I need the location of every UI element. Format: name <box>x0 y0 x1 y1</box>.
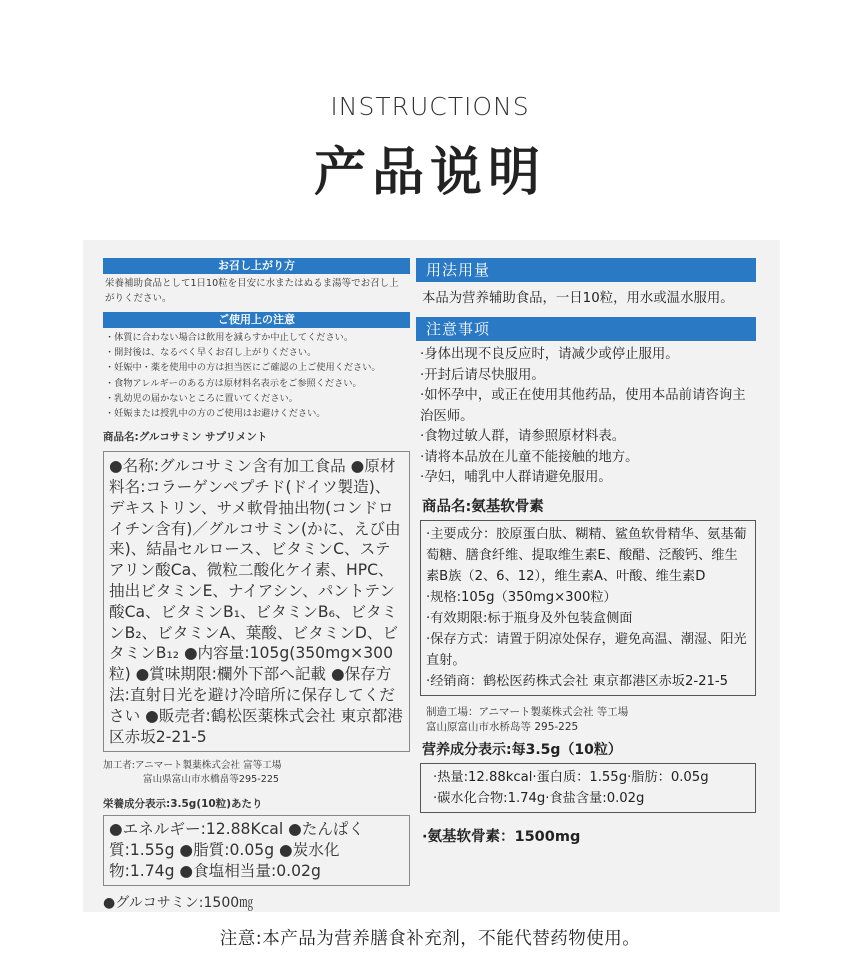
list-item: ·主要成分：胶原蛋白肽、糊精、鲨鱼软骨精华、氨基葡萄糖、膳食纤维、提取维生素E、酸醋、泛酸钙、维生素B族（2、6、12），维生素A、叶酸、维生素D <box>426 526 747 584</box>
cn-nutrition-title: 营养成分表示:每3.5g（10粒） <box>422 741 622 758</box>
jp-product-name: 商品名:グルコサミン サプリメント <box>103 431 268 444</box>
chinese-column <box>416 258 756 846</box>
jp-caution-title: ご使用上の注意 <box>103 312 410 328</box>
list-item: ・食物アレルギーのある方は原材料名表示をご参照ください。 <box>105 377 362 389</box>
cn-maker <box>416 705 756 735</box>
jp-maker <box>103 759 410 787</box>
list-item: ·如怀孕中，或正在使用其他药品，使用本品前请咨询主治医师。 <box>420 388 746 424</box>
footer-note: 注意:本产品为营养膳食补充剂，不能代替药物使用。 <box>219 929 641 949</box>
cn-caution-list <box>416 341 756 489</box>
cn-usage-title: 用法用量 <box>416 258 756 282</box>
cn-product-name: 商品名:氨基软骨素 <box>422 498 544 515</box>
cn-nutrition-box <box>420 763 756 813</box>
list-item: ·规格:105g（350mg×300粒） <box>426 589 617 605</box>
japanese-column <box>103 258 410 912</box>
list-item: ·热量:12.88kcal·蛋白质：1.55g·脂肪：0.05g <box>433 769 709 785</box>
cn-detail-box <box>420 520 756 696</box>
list-item: ・乳幼児の届かないところに置いてください。 <box>105 392 298 404</box>
cn-glucosamine: ·氨基软骨素：1500mg <box>422 828 581 845</box>
list-item: ·开封后请尽快服用。 <box>420 367 545 383</box>
jp-usage-title: お召し上がり方 <box>103 258 410 274</box>
list-item: ·经销商：鹤松医药株式会社 東京都港区赤坂2-21-5 <box>426 673 729 689</box>
cn-maker-line2: 富山原富山市水桥岛等 295-225 <box>426 720 579 733</box>
list-item: ・妊娠中・薬を使用中の方は担当医にご確認の上ご使用ください。 <box>105 362 381 374</box>
list-item: ・妊娠または授乳中の方のご使用はお避けください。 <box>105 408 326 420</box>
jp-detail-box: ●名称:グルコサミン含有加工食品 ●原材料名:コラーゲンペプチド(ドイツ製造)、デキストリン、サメ軟骨抽出物(コンドロイチン含有)／グルコサミン(かに、えび由来)、結晶セルロース、ビタミンC、ステアリン酸Ca、微粒二酸化ケイ素、HPC、抽出ビタミンE、ナイアシン、パントテン酸Ca、ビタミンB₁、ビタミンB₆、ビタミンB₂、ビタミンA、葉酸、ビタミンD、ビタミンB₁₂ ●内容量:105g(350mg×300粒) ●賞味期限:欄外下部へ記載 ●保存方法:直射日光を避け冷暗所に保存してください ●販売者:鶴松医薬株式会社 東京都港区赤坂2-21-5 <box>103 451 410 752</box>
list-item: ·请将本品放在儿童不能接触的地方。 <box>420 449 639 465</box>
cn-usage-text: 本品为营养辅助食品，一日10粒，用水或温水服用。 <box>422 291 734 306</box>
jp-usage-text: 栄養補助食品として1日10粒を目安に水またはぬるま湯等でお召し上がりください。 <box>105 278 399 304</box>
list-item: ·碳水化合物:1.74g·食盐含量:0.02g <box>433 790 645 806</box>
list-item: ・体質に合わない場合は飲用を減らすか中止してください。 <box>105 332 354 343</box>
title-english: INSTRUCTIONS <box>330 92 530 121</box>
jp-nutrition-box: ●エネルギー:12.88Kcal ●たんぱく質:1.55g ●脂質:0.05g ●炭水化物:1.74g ●食塩相当量:0.02g <box>103 815 410 885</box>
page-header <box>0 0 860 240</box>
jp-maker-line1: 加工者:アニマート製薬株式会社 富等工場 <box>103 760 282 772</box>
list-item: ·保存方式：请置于阴凉处保存，避免高温、潮湿、阳光直射。 <box>426 631 747 668</box>
jp-caution-list <box>103 328 410 421</box>
list-item: ·食物过敏人群，请参照原材料表。 <box>420 429 626 444</box>
list-item: ·身体出现不良反应时，请减少或停止服用。 <box>420 347 679 362</box>
list-item: ·孕妇，哺乳中人群请避免服用。 <box>420 470 612 485</box>
jp-glucosamine: ●グルコサミン:1500㎎ <box>103 894 254 911</box>
list-item: ・開封後は、なるべく早くお召し上がりください。 <box>105 347 317 359</box>
title-chinese: 产品说明 <box>313 143 546 203</box>
list-item: ·有效期限:标于瓶身及外包装盒侧面 <box>426 610 633 626</box>
cn-maker-line1: 制造工場：アニマート製薬株式会社 等工場 <box>426 705 629 718</box>
cn-caution-title: 注意事项 <box>416 317 756 341</box>
jp-maker-line2: 富山県富山市水橋畠等295-225 <box>143 774 280 786</box>
jp-nutrition-title: 栄養成分表示:3.5g(10粒)あたり <box>103 798 263 811</box>
